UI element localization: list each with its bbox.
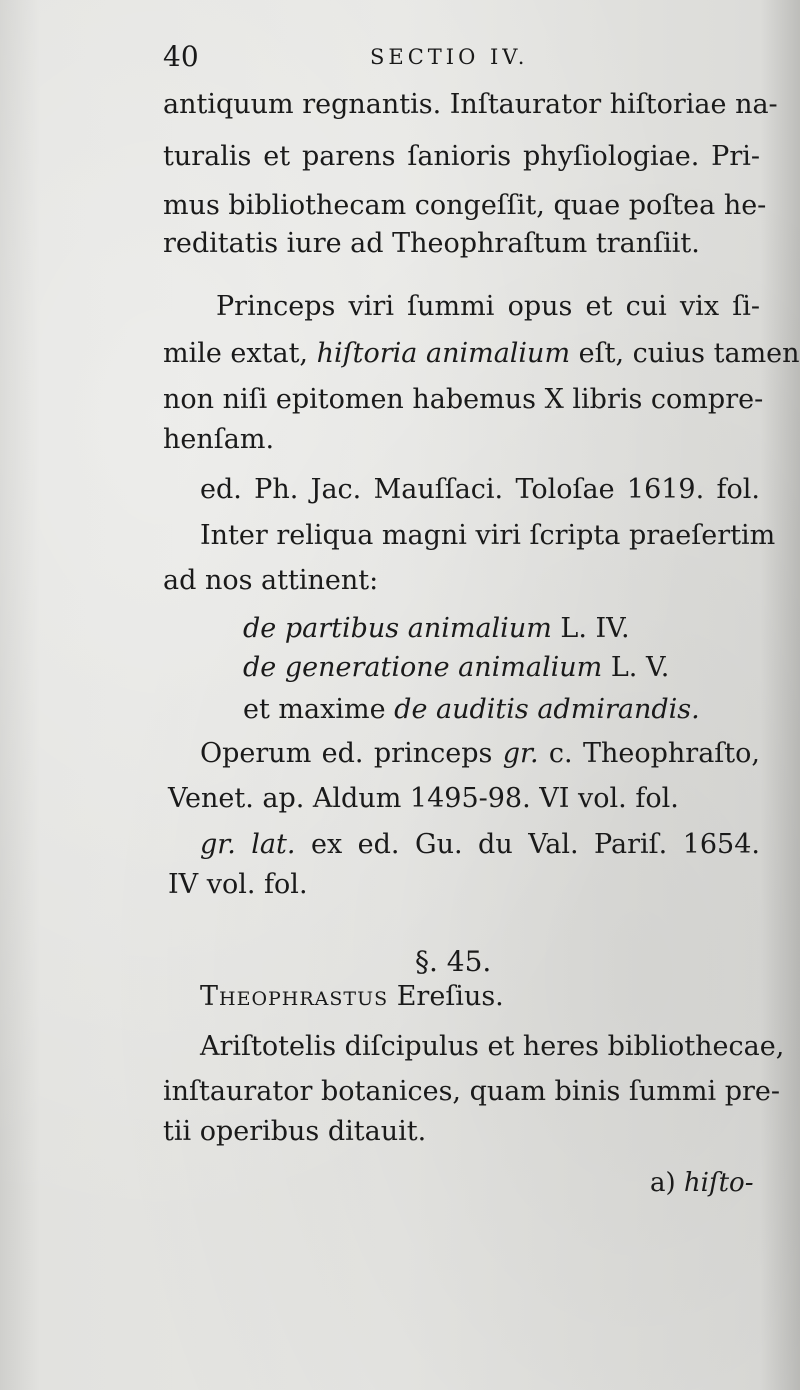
text-fragment: eſt, cuius tamen: [578, 338, 800, 369]
text-fragment: ex ed. Gu. du Val. Pariſ. 1654.: [310, 829, 760, 860]
text-line: Ariſtotelis diſcipulus et heres bibliothecae,: [200, 1031, 785, 1062]
title-fragment: de generatione animalium: [243, 652, 603, 683]
page-number: 40: [163, 40, 199, 73]
text-line: [163, 337, 800, 371]
text-line: IV vol. fol.: [168, 869, 308, 900]
edition-line: [200, 828, 760, 862]
catchword: [650, 1168, 754, 1198]
text-line: inſtaurator botanices, quam binis ſummi pre-: [163, 1076, 781, 1107]
text-line: antiquum regnantis. Inſtaurator hiſtoriae na-: [163, 89, 778, 120]
language-fragment: gr.: [502, 738, 539, 769]
text-line: [200, 737, 760, 771]
text-line: tii operibus ditauit.: [163, 1116, 427, 1147]
text-line: turalis et parens ſanioris phyſiologiae. Pri-: [163, 141, 760, 172]
language-fragment: gr. lat.: [200, 829, 296, 860]
text-fragment: Ereſius.: [396, 981, 504, 1012]
text-line: non niſi epitomen habemus X libris compre-: [163, 384, 764, 415]
edition-line: ed. Ph. Jac. Mauſſaci. Toloſae 1619. fol.: [200, 474, 760, 505]
text-fragment: mile extat,: [163, 338, 309, 369]
title-line: [243, 693, 700, 727]
text-fragment: c. Theophraſto,: [548, 738, 760, 769]
title-fragment: de auditis admirandis.: [394, 694, 700, 725]
title-line: [243, 651, 669, 685]
section-heading: §. 45.: [415, 945, 492, 978]
text-fragment: L. IV.: [560, 613, 630, 644]
text-line: henſam.: [163, 424, 275, 455]
text-fragment: L. V.: [610, 652, 670, 683]
catchword-text: hiſto-: [683, 1168, 754, 1198]
footnote-mark: a): [650, 1168, 676, 1198]
section-title: [200, 980, 504, 1014]
text-line: Inter reliqua magni viri ſcripta praeſertim: [200, 520, 776, 551]
title-fragment: de partibus animalium: [243, 613, 552, 644]
text-line: mus bibliothecam congeſſit, quae poſtea he-: [163, 190, 767, 221]
title-fragment: hiſtoria animalium: [316, 338, 571, 369]
author-name: Theophrastus: [200, 981, 389, 1012]
running-title: SECTIO IV.: [370, 45, 529, 69]
edition-line: Venet. ap. Aldum 1495-98. VI vol. fol.: [168, 783, 679, 814]
text-line: Princeps viri ſummi opus et cui vix ſi-: [216, 291, 760, 322]
text-fragment: Operum ed. princeps: [200, 738, 493, 769]
text-line: reditatis iure ad Theophraſtum tranſiit.: [163, 228, 700, 259]
text-fragment: et maxime: [243, 694, 386, 725]
title-line: [243, 612, 630, 646]
text-line: ad nos attinent:: [163, 565, 379, 596]
